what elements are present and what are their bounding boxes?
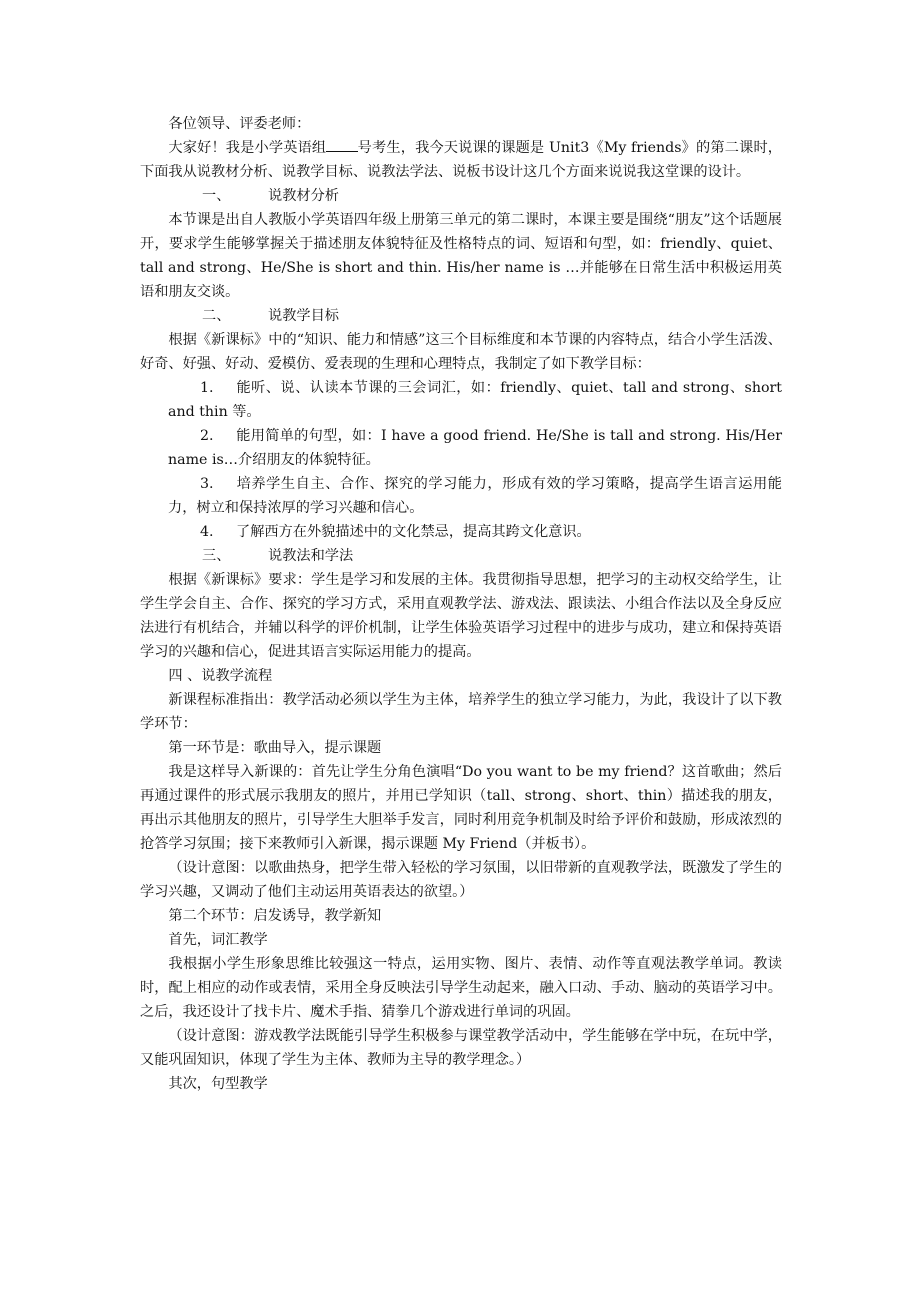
- intro-paragraph: [140, 136, 782, 184]
- goal-number: 1.: [200, 380, 214, 396]
- goals-paragraph: 根据《新课标》中的“知识、能力和情感”这三个目标维度和本节课的内容特点，结合小学生活泼、好奇、好强、好动、爱模仿、爱表现的生理和心理特点，我制定了如下教学目标：: [140, 332, 782, 372]
- goal-number: 2.: [200, 428, 214, 444]
- step2-title: 第二个环节：启发诱导，教学新知: [168, 908, 382, 924]
- section-heading-3: [140, 544, 782, 568]
- step1-title: 第一环节是：歌曲导入，提示课题: [168, 740, 382, 756]
- section-number: 三、: [202, 548, 231, 564]
- step1-paragraph: 我是这样导入新课的：首先让学生分角色演唱“Do you want to be my friend？这首歌曲；然后再通过课件的形式展示我朋友的照片，并用已学知识（tall、strong、short、thin）描述我的朋友，再出示其他朋友的照片，引导学生大胆举手发言，同时利用竞争机制及时给予评价和鼓励，形成浓烈的抢答学习氛围；接下来教师引入新课，揭示课题 My Friend（并板书）。: [140, 764, 782, 852]
- goal-text: 了解西方在外貌描述中的文化禁忌，提高其跨文化意识。: [236, 524, 591, 540]
- goal-text: 培养学生自主、合作、探究的学习能力，形成有效的学习策略，提高学生语言运用能力，树立和保持浓厚的学习兴趣和信心。: [168, 476, 782, 516]
- intro-text-a: 大家好！我是小学英语组: [168, 140, 327, 156]
- section-heading-2: [140, 304, 782, 328]
- goal-item: [140, 424, 782, 472]
- step2-design-note: （设计意图：游戏教学法既能引导学生积极参与课堂教学活动中，学生能够在学中玩，在玩中学，又能巩固知识，体现了学生为主体、教师为主导的教学理念。）: [140, 1028, 782, 1068]
- section-number: 二、: [202, 308, 231, 324]
- step2-second: 其次，句型教学: [168, 1076, 268, 1092]
- goal-item: [140, 376, 782, 424]
- goal-number: 4.: [200, 524, 214, 540]
- goal-item: [140, 520, 782, 544]
- flow-paragraph: 新课程标准指出：教学活动必须以学生为主体，培养学生的独立学习能力，为此，我设计了以下教学环节：: [140, 692, 782, 732]
- candidate-number-blank: [326, 137, 357, 152]
- goal-number: 3.: [200, 476, 214, 492]
- greeting: 各位领导、评委老师：: [168, 116, 311, 132]
- section-heading-1: [140, 184, 782, 208]
- material-paragraph: 本节课是出自人教版小学英语四年级上册第三单元的第二课时，本课主要是围绕“朋友”这个话题展开，要求学生能够掌握关于描述朋友体貌特征及性格特点的词、短语和句型，如：friendly、quiet、tall and strong、He/She is short and thin. His/her name is …并能够在日常生活中积极运用英语和朋友交谈。: [140, 212, 782, 300]
- goal-item: [140, 472, 782, 520]
- section-title: 说教法和学法: [268, 548, 354, 564]
- step1-design-note: （设计意图：以歌曲热身，把学生带入轻松的学习氛围，以旧带新的直观教学法，既激发了学生的学习兴趣，又调动了他们主动运用英语表达的欲望。）: [140, 860, 782, 900]
- section-heading-4: 四 、说教学流程: [168, 668, 273, 684]
- step2-vocab-paragraph: 我根据小学生形象思维比较强这一特点，运用实物、图片、表情、动作等直观法教学单词。教读时，配上相应的动作或表情，采用全身反映法引导学生动起来，融入口动、手动、脑动的英语学习中。之后，我还设计了找卡片、魔术手指、猜拳几个游戏进行单词的巩固。: [140, 956, 782, 1020]
- section-number: 一、: [202, 188, 231, 204]
- goal-text: 能用简单的句型，如：I have a good friend. He/She is tall and strong. His/Her name is…介绍朋友的体貌特征。: [168, 428, 782, 468]
- step2-first: 首先，词汇教学: [168, 932, 268, 948]
- methods-paragraph: 根据《新课标》要求：学生是学习和发展的主体。我贯彻指导思想，把学习的主动权交给学生，让学生学会自主、合作、探究的学习方式，采用直观教学法、游戏法、跟读法、小组合作法以及全身反应法进行有机结合，并辅以科学的评价机制，让学生体验英语学习过程中的进步与成功，建立和保持英语学习的兴趣和信心，促进其语言实际运用能力的提高。: [140, 572, 782, 660]
- goal-text: 能听、说、认读本节课的三会词汇，如：friendly、quiet、tall and strong、short and thin 等。: [168, 380, 782, 420]
- document-page: [140, 112, 782, 1096]
- section-title: 说教学目标: [268, 308, 339, 324]
- section-title: 说教材分析: [268, 188, 339, 204]
- intro-text-b: 号考生，我今天说课的课题是 Unit3《My friends》的第二课时，下面我从说教材分析、说教学目标、说教法学法、说板书设计这几个方面来说说我这堂课的设计。: [140, 140, 782, 180]
